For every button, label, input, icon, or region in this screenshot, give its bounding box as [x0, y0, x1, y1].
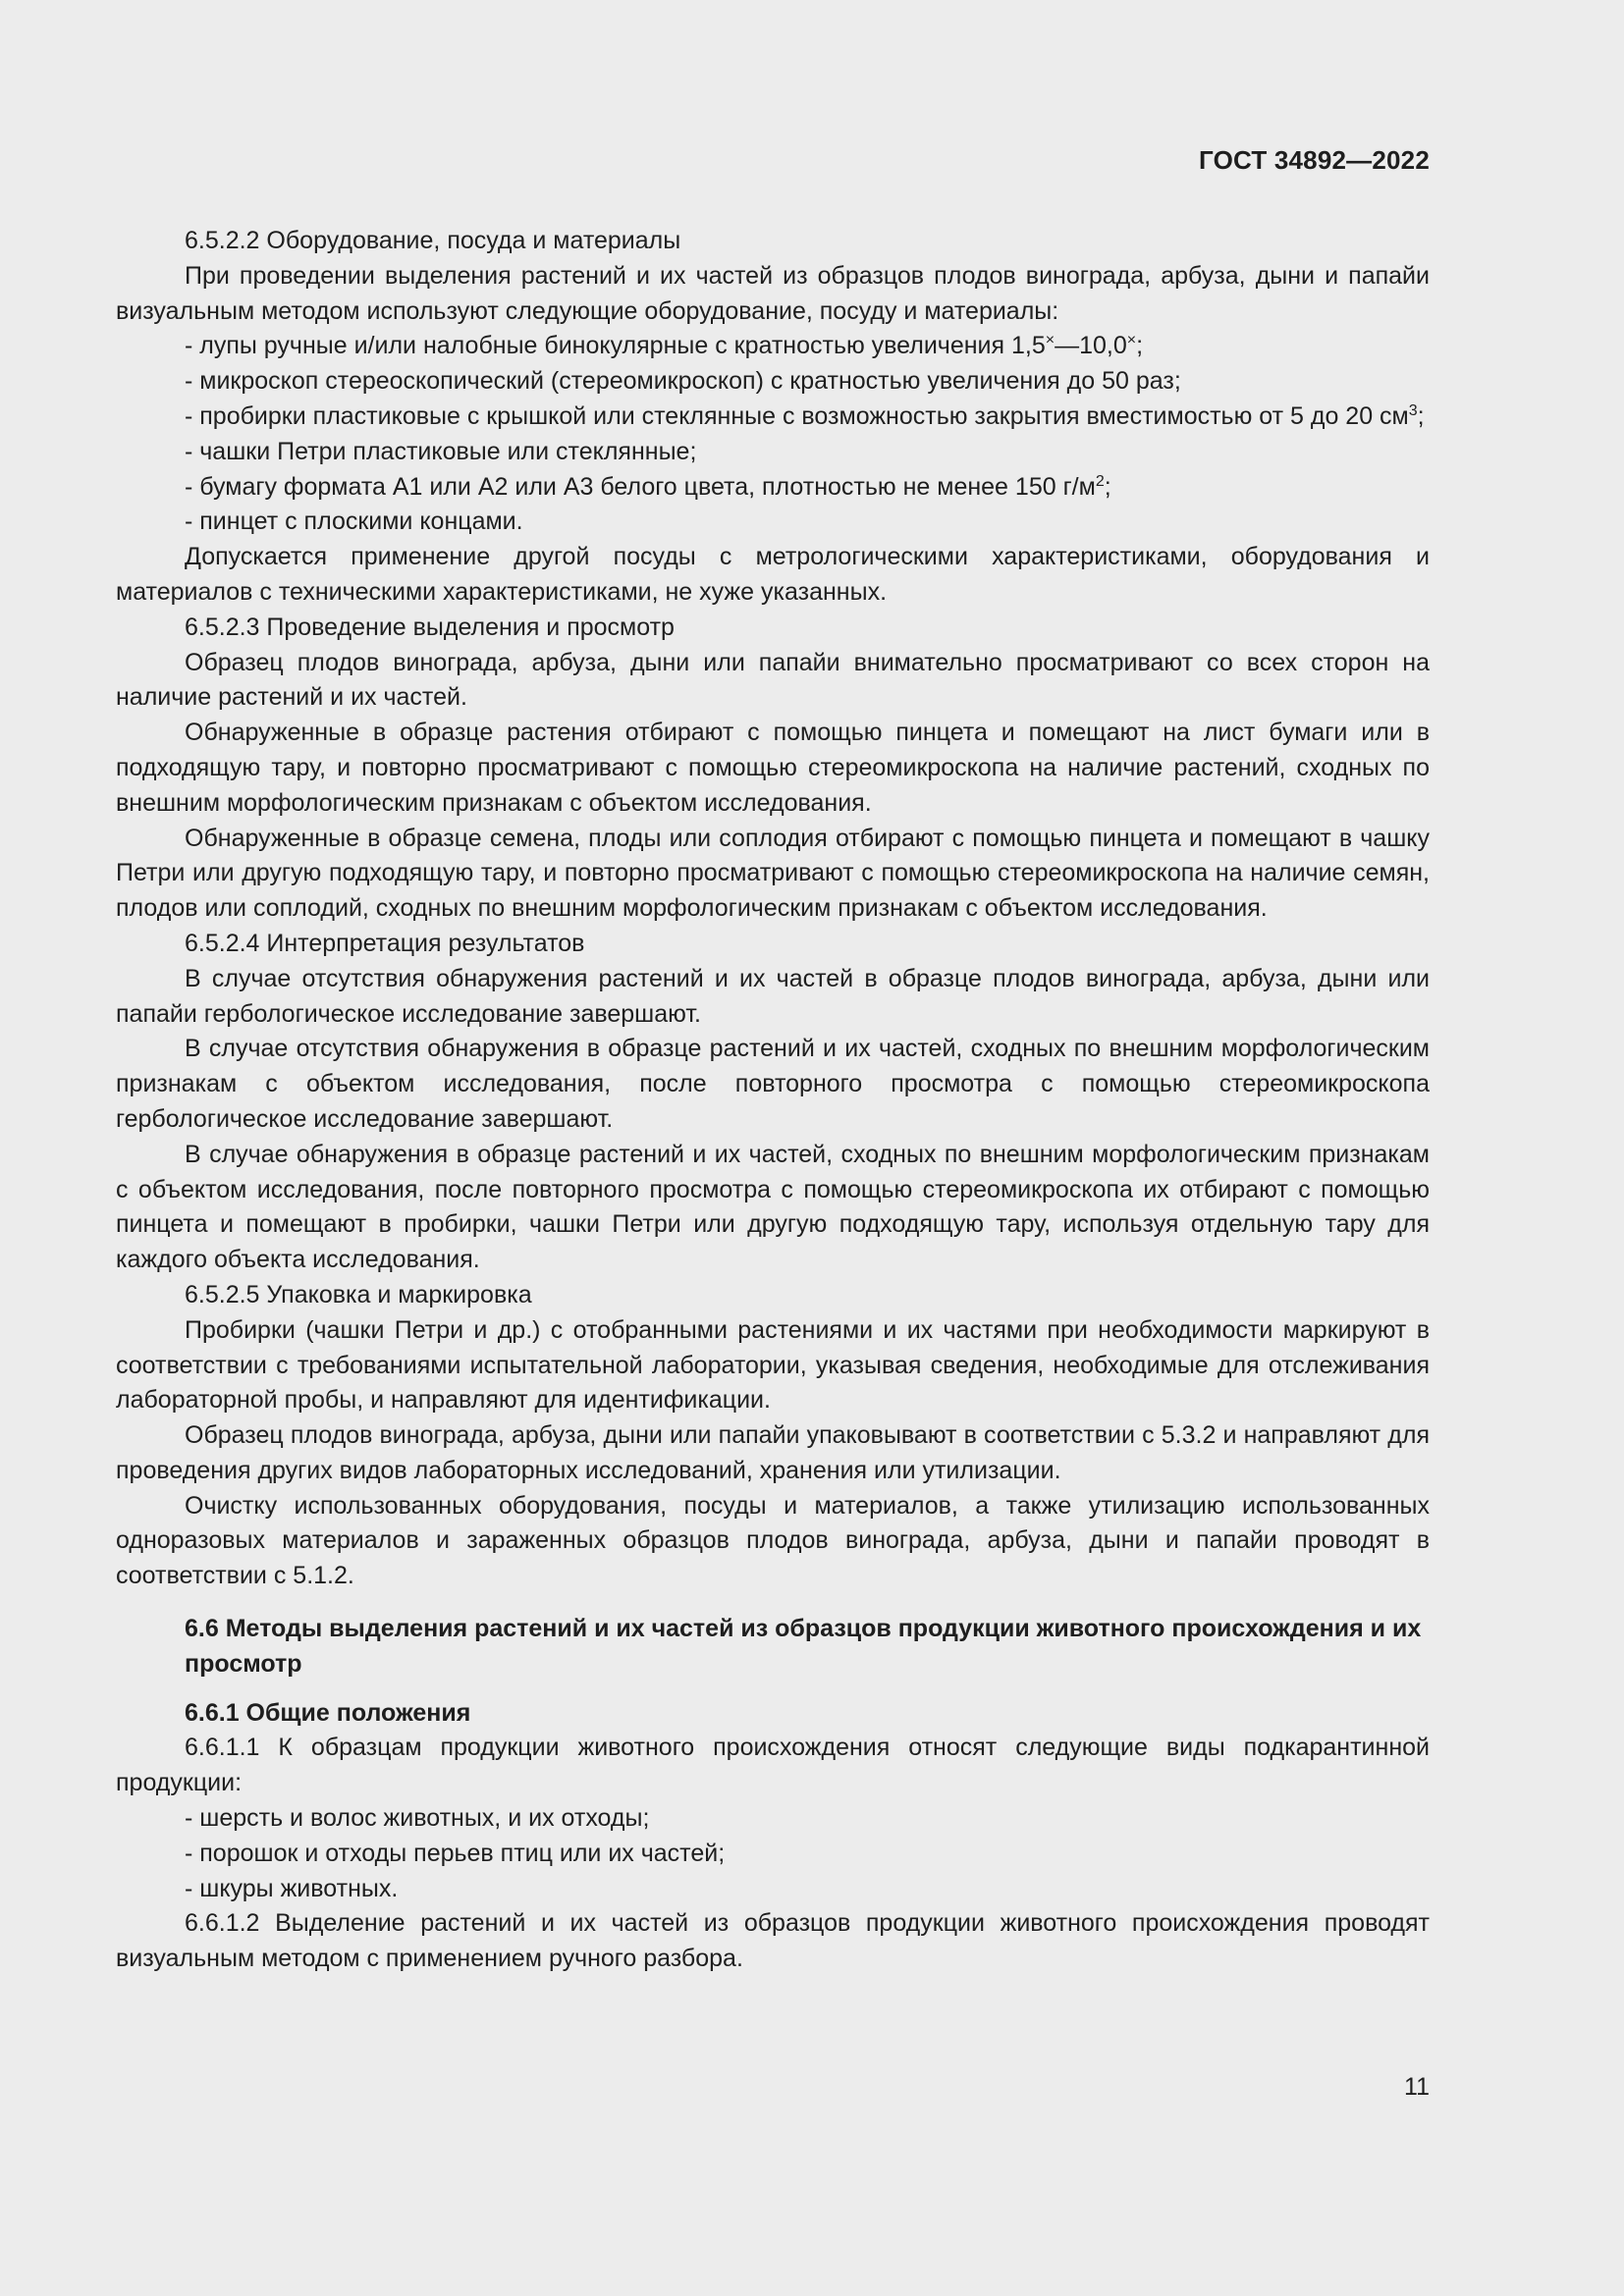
paragraph: Образец плодов винограда, арбуза, дыни или папайи упаковывают в соответствии с 5.3.2 и направляют для проведения других видов лабораторных исследований, хранения или утилизации.: [116, 1421, 1430, 1484]
list-item-paper: - бумагу формата А1 или А2 или А3 белого цвета, плотностью не менее 150 $г/м^2$;: [185, 472, 1111, 501]
list-item-skins: - шкуры животных.: [185, 1874, 399, 1902]
paragraph: 6.6.1.2 Выделение растений и их частей из образцов продукции животного происхождения проводят визуальным методом с применением ручного разбора.: [116, 1909, 1430, 1973]
list-item-loupes: - лупы ручные и/или налобные бинокулярные с кратностью увеличения 1,5×—10,0×;: [185, 332, 1144, 360]
paragraph: Образец плодов винограда, арбуза, дыни или папайи внимательно просматривают со всех сторон на наличие растений и их частей.: [116, 648, 1430, 712]
section-heading-6-6: 6.6 Методы выделения растений и их частей из образцов продукции животного происхождения и их просмотр: [185, 1615, 1422, 1678]
section-heading-6-6-1: 6.6.1 Общие положения: [185, 1698, 471, 1727]
section-title-6522: 6.5.2.2 Оборудование, посуда и материалы: [185, 227, 681, 254]
paragraph: Обнаруженные в образце растения отбирают с помощью пинцета и помещают на лист бумаги или в подходящую тару, и повторно просматривают с помощью стереомикроскопа на наличие растений, сходных по внешним морфологическим признакам с объектом исследования.: [116, 719, 1430, 817]
paragraph: В случае отсутствия обнаружения растений и их частей в образце плодов винограда, арбуза, дыни или папайи гербологическое исследование завершают.: [116, 964, 1430, 1028]
list-item-tubes: - пробирки пластиковые с крышкой или стеклянные с возможностью закрытия вместимостью от 5 до 20 $см^3$;: [185, 401, 1425, 430]
paragraph: Очистку использованных оборудования, посуды и материалов, а также утилизацию использованных одноразовых материалов и зараженных образцов плодов винограда, арбуза, дыни и папайи проводят в соответствии с 5.1.2.: [116, 1491, 1430, 1590]
section-title-6524: 6.5.2.4 Интерпретация результатов: [185, 929, 585, 957]
page-number: 11: [1404, 2073, 1430, 2101]
paragraph: Пробирки (чашки Петри и др.) с отобранными растениями и их частями при необходимости маркируют в соответствии с требованиями испытательной лаборатории, указывая сведения, необходимые для отслеживания лабораторной пробы, и направляют для идентификации.: [116, 1315, 1430, 1415]
list-item-wool: - шерсть и волос животных, и их отходы;: [185, 1804, 650, 1833]
paragraph: 6.6.1.1 К образцам продукции животного происхождения относят следующие виды подкарантинной продукции:: [116, 1734, 1430, 1797]
paragraph: При проведении выделения растений и их частей из образцов плодов винограда, арбуза, дыни и папайи визуальным методом используют следующие оборудование, посуду и материалы:: [116, 261, 1430, 325]
section-title-6525: 6.5.2.5 Упаковка и маркировка: [185, 1280, 532, 1308]
list-item-feathers: - порошок и отходы перьев птиц или их частей;: [185, 1839, 726, 1867]
paragraph: В случае обнаружения в образце растений и их частей, сходных по внешним морфологическим признакам с объектом исследования, после повторного просмотра с помощью стереомикроскопа их отбирают с помощью пинцета и помещают в пробирки, чашки Петри или другую подходящую тару, используя отдельную тару для каждого объекта исследования.: [116, 1140, 1430, 1274]
list-item-microscope: - микроскоп стереоскопический (стереомикроскоп) с кратностью увеличения до 50 раз;: [185, 367, 1181, 396]
standard-header: ГОСТ 34892—2022: [1199, 145, 1430, 175]
paragraph: В случае отсутствия обнаружения в образце растений и их частей, сходных по внешним морфологическим признакам с объектом исследования, после повторного просмотра с помощью стереомикроскопа гербологическое исследование завершают.: [116, 1035, 1430, 1133]
document-body: [116, 224, 1430, 1977]
list-item-tweezers: - пинцет с плоскими концами.: [185, 507, 523, 536]
section-title-6523: 6.5.2.3 Проведение выделения и просмотр: [185, 613, 675, 641]
paragraph: Допускается применение другой посуды с метрологическими характеристиками, оборудования и материалов с техническими характеристиками, не хуже указанных.: [116, 543, 1430, 606]
paragraph: Обнаруженные в образце семена, плоды или соплодия отбирают с помощью пинцета и помещают в чашку Петри или другую подходящую тару, и повторно просматривают с помощью стереомикроскопа на наличие семян, плодов или соплодий, сходных по внешним морфологическим признакам с объектом исследования.: [116, 824, 1430, 923]
list-item-petri: - чашки Петри пластиковые или стеклянные;: [185, 437, 697, 465]
